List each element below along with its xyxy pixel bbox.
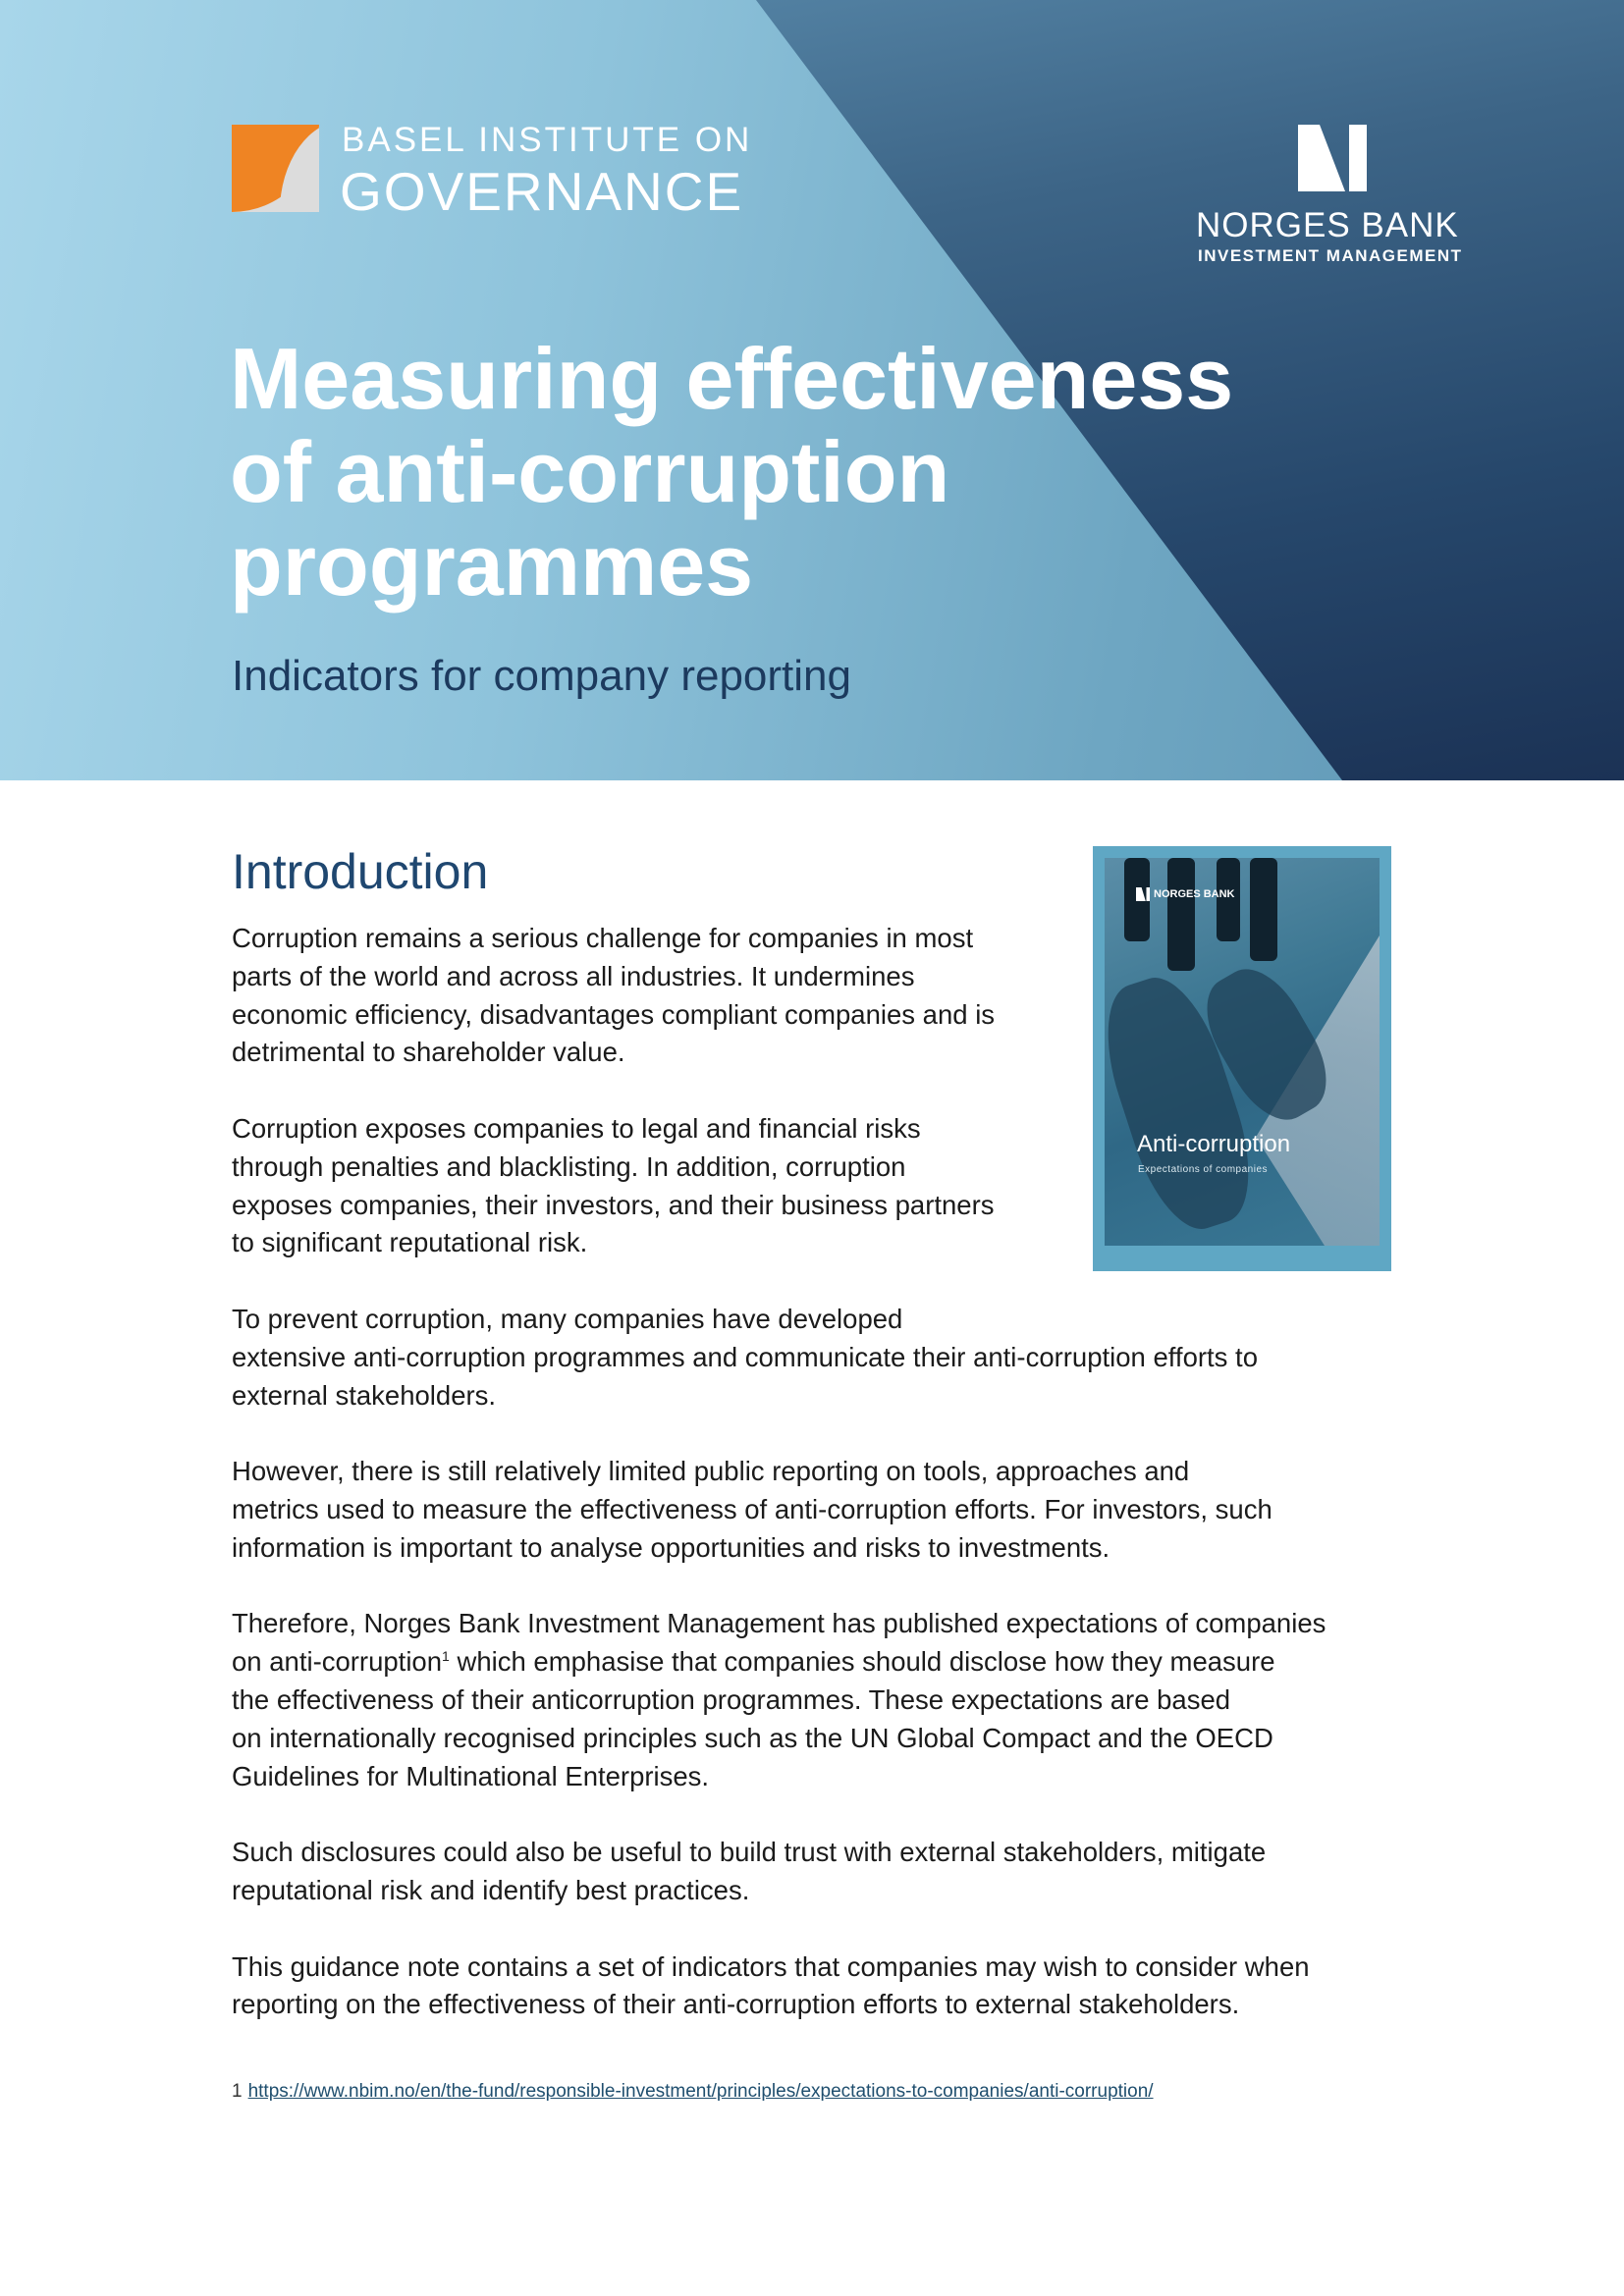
text-line: detrimental to shareholder value. bbox=[232, 1037, 625, 1068]
paragraph bbox=[232, 1949, 1326, 2025]
text-line: the effectiveness of their anticorruption programmes. These expectations are based bbox=[232, 1683, 1231, 1715]
page-title bbox=[230, 332, 1233, 612]
text-line: external stakeholders. bbox=[232, 1379, 497, 1411]
title-line: of anti-corruption bbox=[230, 423, 950, 520]
text-line: extensive anti-corruption programmes and communicate their anti-corruption efforts to bbox=[232, 1341, 1258, 1372]
basel-logo-mark-icon bbox=[232, 125, 319, 212]
introduction-heading: Introduction bbox=[232, 844, 489, 899]
norges-bank-n-icon bbox=[1136, 887, 1150, 901]
paragraph bbox=[232, 1453, 1326, 1567]
text-line: To prevent corruption, many companies have developed bbox=[232, 1303, 903, 1334]
text-line: information is important to analyse opportunities and risks to investments. bbox=[232, 1531, 1110, 1563]
text-line: exposes companies, their investors, and their business partners bbox=[232, 1189, 995, 1220]
book-title: Anti-corruption bbox=[1137, 1131, 1291, 1157]
text-line: Guidelines for Multinational Enterprises. bbox=[232, 1760, 710, 1791]
text-line: through penalties and blacklisting. In addition, corruption bbox=[232, 1150, 906, 1182]
anti-corruption-report-cover-image bbox=[1093, 846, 1391, 1271]
norges-logo-line1: NORGES BANK bbox=[1196, 206, 1459, 244]
text-line: to significant reputational risk. bbox=[232, 1227, 588, 1258]
book-logo bbox=[1136, 887, 1235, 901]
text-line: parts of the world and across all industries. It undermines bbox=[232, 960, 915, 991]
paragraph bbox=[232, 1834, 1326, 1910]
footnote-ref: 1 bbox=[442, 1648, 450, 1665]
line-text: on anti-corruption bbox=[232, 1646, 443, 1678]
paragraph bbox=[232, 1605, 1326, 1795]
title-line: Measuring effectiveness bbox=[230, 330, 1234, 427]
basel-logo-line1: BASEL INSTITUTE ON bbox=[342, 121, 753, 159]
text-line: metrics used to measure the effectiveness of anti-corruption efforts. For investors, such bbox=[232, 1493, 1272, 1524]
title-line: programmes bbox=[230, 516, 754, 614]
text-line: reporting on the effectiveness of their anti-corruption efforts to external stakeholders. bbox=[232, 1989, 1240, 2020]
text-line: Corruption exposes companies to legal and financial risks bbox=[232, 1112, 921, 1144]
norges-logo-line2: INVESTMENT MANAGEMENT bbox=[1198, 246, 1463, 265]
footnote-link[interactable]: https://www.nbim.no/en/the-fund/responsible-investment/principles/expectations-to-companies/anti-corruption/ bbox=[247, 2081, 1154, 2102]
line-text: which emphasise that companies should disclose how they measure bbox=[449, 1646, 1275, 1678]
text-line: on internationally recognised principles such as the UN Global Compact and the OECD bbox=[232, 1722, 1273, 1753]
page-subtitle: Indicators for company reporting bbox=[232, 652, 851, 700]
text-line bbox=[232, 1643, 1326, 1682]
book-logo-text: NORGES BANK bbox=[1154, 887, 1235, 900]
footnote bbox=[232, 2081, 1154, 2103]
norges-bank-n-icon bbox=[1298, 125, 1367, 191]
text-line: Corruption remains a serious challenge for companies in most bbox=[232, 923, 974, 953]
basel-logo-line2: GOVERNANCE bbox=[340, 161, 744, 222]
text-line: economic efficiency, disadvantages compliant companies and is bbox=[232, 998, 996, 1030]
cover-header bbox=[0, 0, 1624, 780]
footnote-number: 1 bbox=[232, 2081, 243, 2102]
paragraph bbox=[232, 1301, 1326, 1415]
text-line: reputational risk and identify best practices. bbox=[232, 1874, 750, 1905]
text-line: However, there is still relatively limited public reporting on tools, approaches and bbox=[232, 1456, 1190, 1487]
book-subtitle: Expectations of companies bbox=[1138, 1164, 1269, 1175]
text-line: This guidance note contains a set of indicators that companies may wish to consider when bbox=[232, 1950, 1310, 1982]
text-line: Such disclosures could also be useful to build trust with external stakeholders, mitigate bbox=[232, 1837, 1267, 1868]
text-line: Therefore, Norges Bank Investment Management has published expectations of companies bbox=[232, 1608, 1326, 1639]
